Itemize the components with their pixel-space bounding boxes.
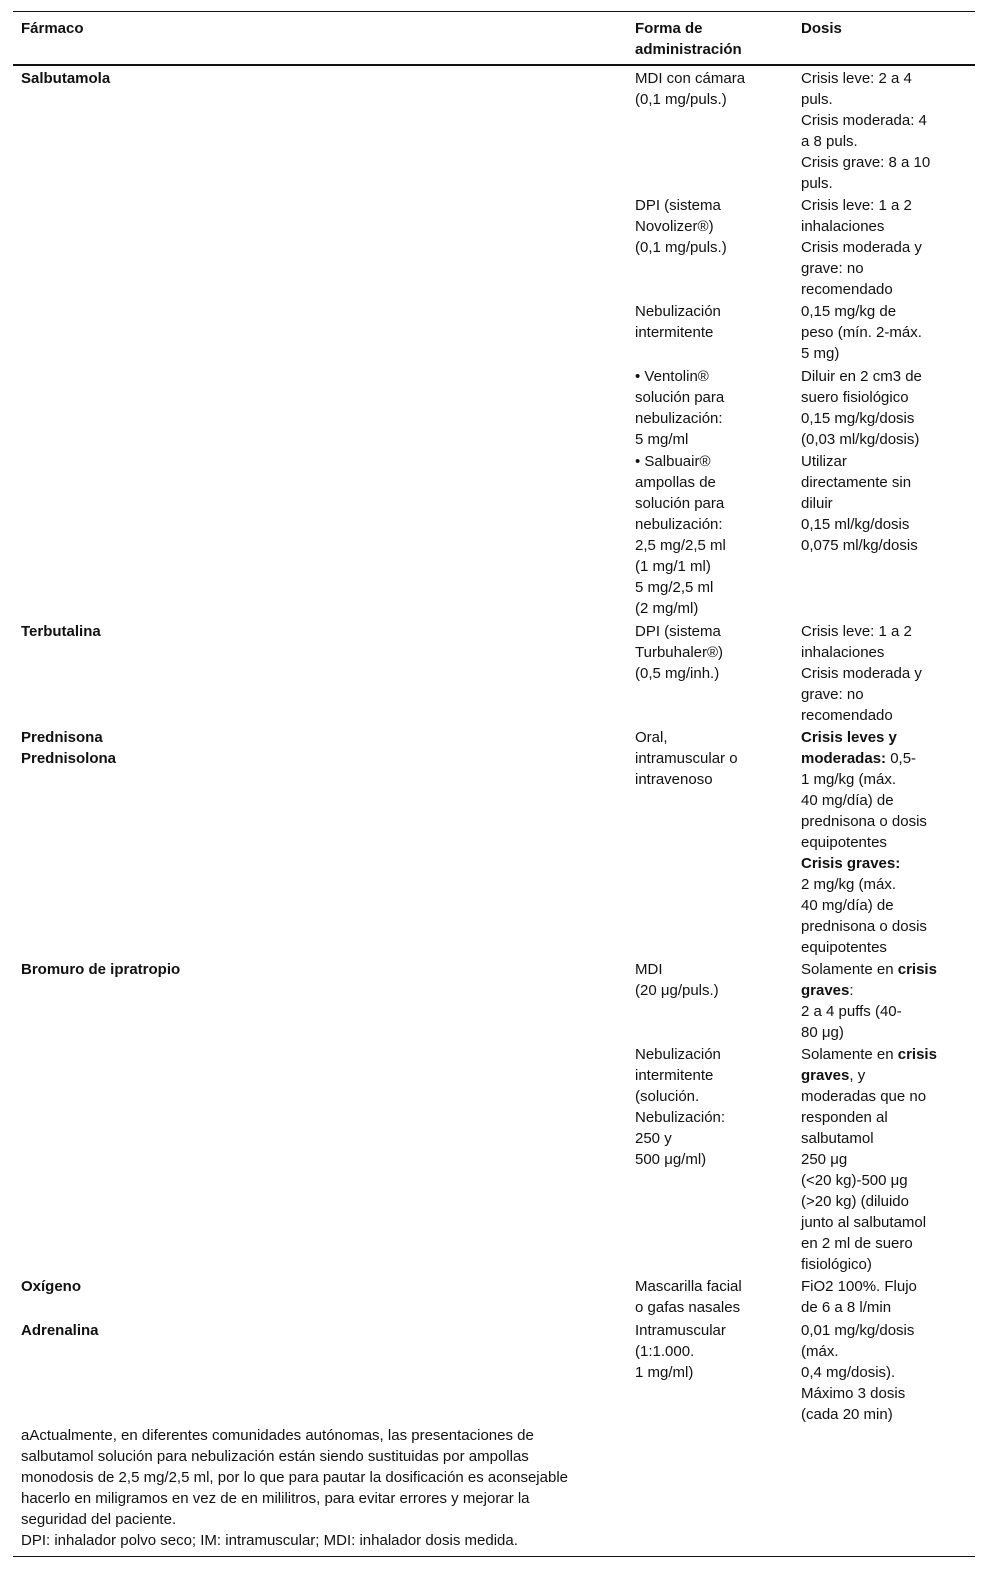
terbutalina-form: DPI (sistema Turbuhaler®) (0,5 mg/inh.): [635, 623, 724, 682]
terbutalina-dose: Crisis leve: 1 a 2 inhalaciones Crisis moderada y grave: no recomendado: [801, 623, 922, 724]
prednisona-dose-text-1: 0,5- 1 mg/kg (máx. 40 mg/día) de prednisona o dosis equipotentes: [801, 750, 927, 851]
adrenalina-form: Intramuscular (1:1.000. 1 mg/ml): [635, 1322, 726, 1381]
drug-oxigeno: Oxígeno: [21, 1278, 82, 1295]
table-header: [13, 12, 975, 66]
ipratropio-form-2: Nebulización intermitente (solución. Nebulización: 250 y 500 μg/ml): [635, 1046, 726, 1168]
drug-terbutalina: Terbutalina: [21, 623, 101, 640]
oxigeno-dose: FiO2 100%. Flujo de 6 a 8 l/min: [801, 1278, 917, 1316]
salbutamol-form-3: Nebulización intermitente: [635, 303, 721, 341]
oxigeno-form: Mascarilla facial o gafas nasales: [635, 1278, 742, 1316]
ipratropio-dose-2-bold: crisis graves: [801, 1046, 937, 1084]
ipratropio-dose-2-b: , y moderadas que no responden al salbutamol 250 μg (<20 kg)-500 μg (>20 kg) (diluido junto al salbutamol en 2 ml de suero fisiológico): [801, 1067, 927, 1273]
ipratropio-dose-2-a: Solamente en: [801, 1046, 898, 1063]
salbutamol-form-2: DPI (sistema Novolizer®) (0,1 mg/puls.): [635, 197, 727, 256]
prednisona-dose-bold-2: Crisis graves:: [801, 855, 901, 872]
ipratropio-form-1: MDI (20 μg/puls.): [635, 961, 719, 999]
header-dosis: Dosis: [801, 20, 842, 37]
salbutamol-form-1: MDI con cámara (0,1 mg/puls.): [635, 70, 746, 108]
ipratropio-dose-1-bold: crisis graves: [801, 961, 937, 999]
salbutamol-dose-4: Diluir en 2 cm3 de suero fisiológico 0,15 mg/kg/dosis (0,03 ml/kg/dosis): [801, 368, 922, 448]
salbutamol-dose-1: Crisis leve: 2 a 4 puls. Crisis moderada: 4 a 8 puls. Crisis grave: 8 a 10 puls.: [801, 70, 931, 192]
prednisona-form: Oral, intramuscular o intravenoso: [635, 729, 738, 788]
header-forma: Forma de administración: [635, 20, 742, 58]
drug-salbutamol: Salbutamola: [21, 70, 111, 87]
ipratropio-dose-2: [801, 1044, 937, 1275]
salbutamol-form-4: • Ventolin® solución para nebulización: 5 mg/ml: [635, 368, 725, 448]
prednisona-dose-text-2: 2 mg/kg (máx. 40 mg/día) de prednisona o dosis equipotentes: [801, 876, 927, 956]
ipratropio-dose-1-a: Solamente en: [801, 961, 898, 978]
table-footnotes: [21, 1425, 581, 1551]
footnote-abbreviations: DPI: inhalador polvo seco; IM: intramuscular; MDI: inhalador dosis medida.: [21, 1532, 518, 1549]
drug-adrenalina: Adrenalina: [21, 1322, 99, 1339]
drug-prednisona: Prednisona Prednisolona: [21, 729, 117, 767]
adrenalina-dose: 0,01 mg/kg/dosis (máx. 0,4 mg/dosis). Máximo 3 dosis (cada 20 min): [801, 1322, 915, 1423]
salbutamol-form-5: • Salbuair® ampollas de solución para nebulización: 2,5 mg/2,5 ml (1 mg/1 ml) 5 mg/2,5 ml (2 mg/ml): [635, 453, 726, 617]
ipratropio-dose-1: [801, 959, 937, 1043]
footnote-a: aActualmente, en diferentes comunidades autónomas, las presentaciones de salbutamol solución para nebulización están siendo sustituidas por ampollas monodosis de 2,5 mg/2,5 ml, por lo que para pautar la dosificación es aconsejable hacerlo en miligramos en vez de en mililitros, para evitar errores y mejorar la seguridad del paciente.: [21, 1427, 568, 1528]
salbutamol-dose-3: 0,15 mg/kg de peso (mín. 2-máx. 5 mg): [801, 303, 922, 362]
drug-ipratropio: Bromuro de ipratropio: [21, 961, 181, 978]
prednisona-dose: [801, 727, 927, 958]
drug-dosage-table: [13, 11, 975, 1557]
ipratropio-dose-1-b: : 2 a 4 puffs (40- 80 μg): [801, 982, 902, 1041]
header-farmaco: Fármaco: [21, 20, 84, 37]
prednisona-dose-bold-1: Crisis leves y moderadas:: [801, 729, 897, 767]
salbutamol-dose-2: Crisis leve: 1 a 2 inhalaciones Crisis moderada y grave: no recomendado: [801, 197, 922, 298]
salbutamol-dose-5: Utilizar directamente sin diluir 0,15 ml/kg/dosis 0,075 ml/kg/dosis: [801, 453, 918, 554]
